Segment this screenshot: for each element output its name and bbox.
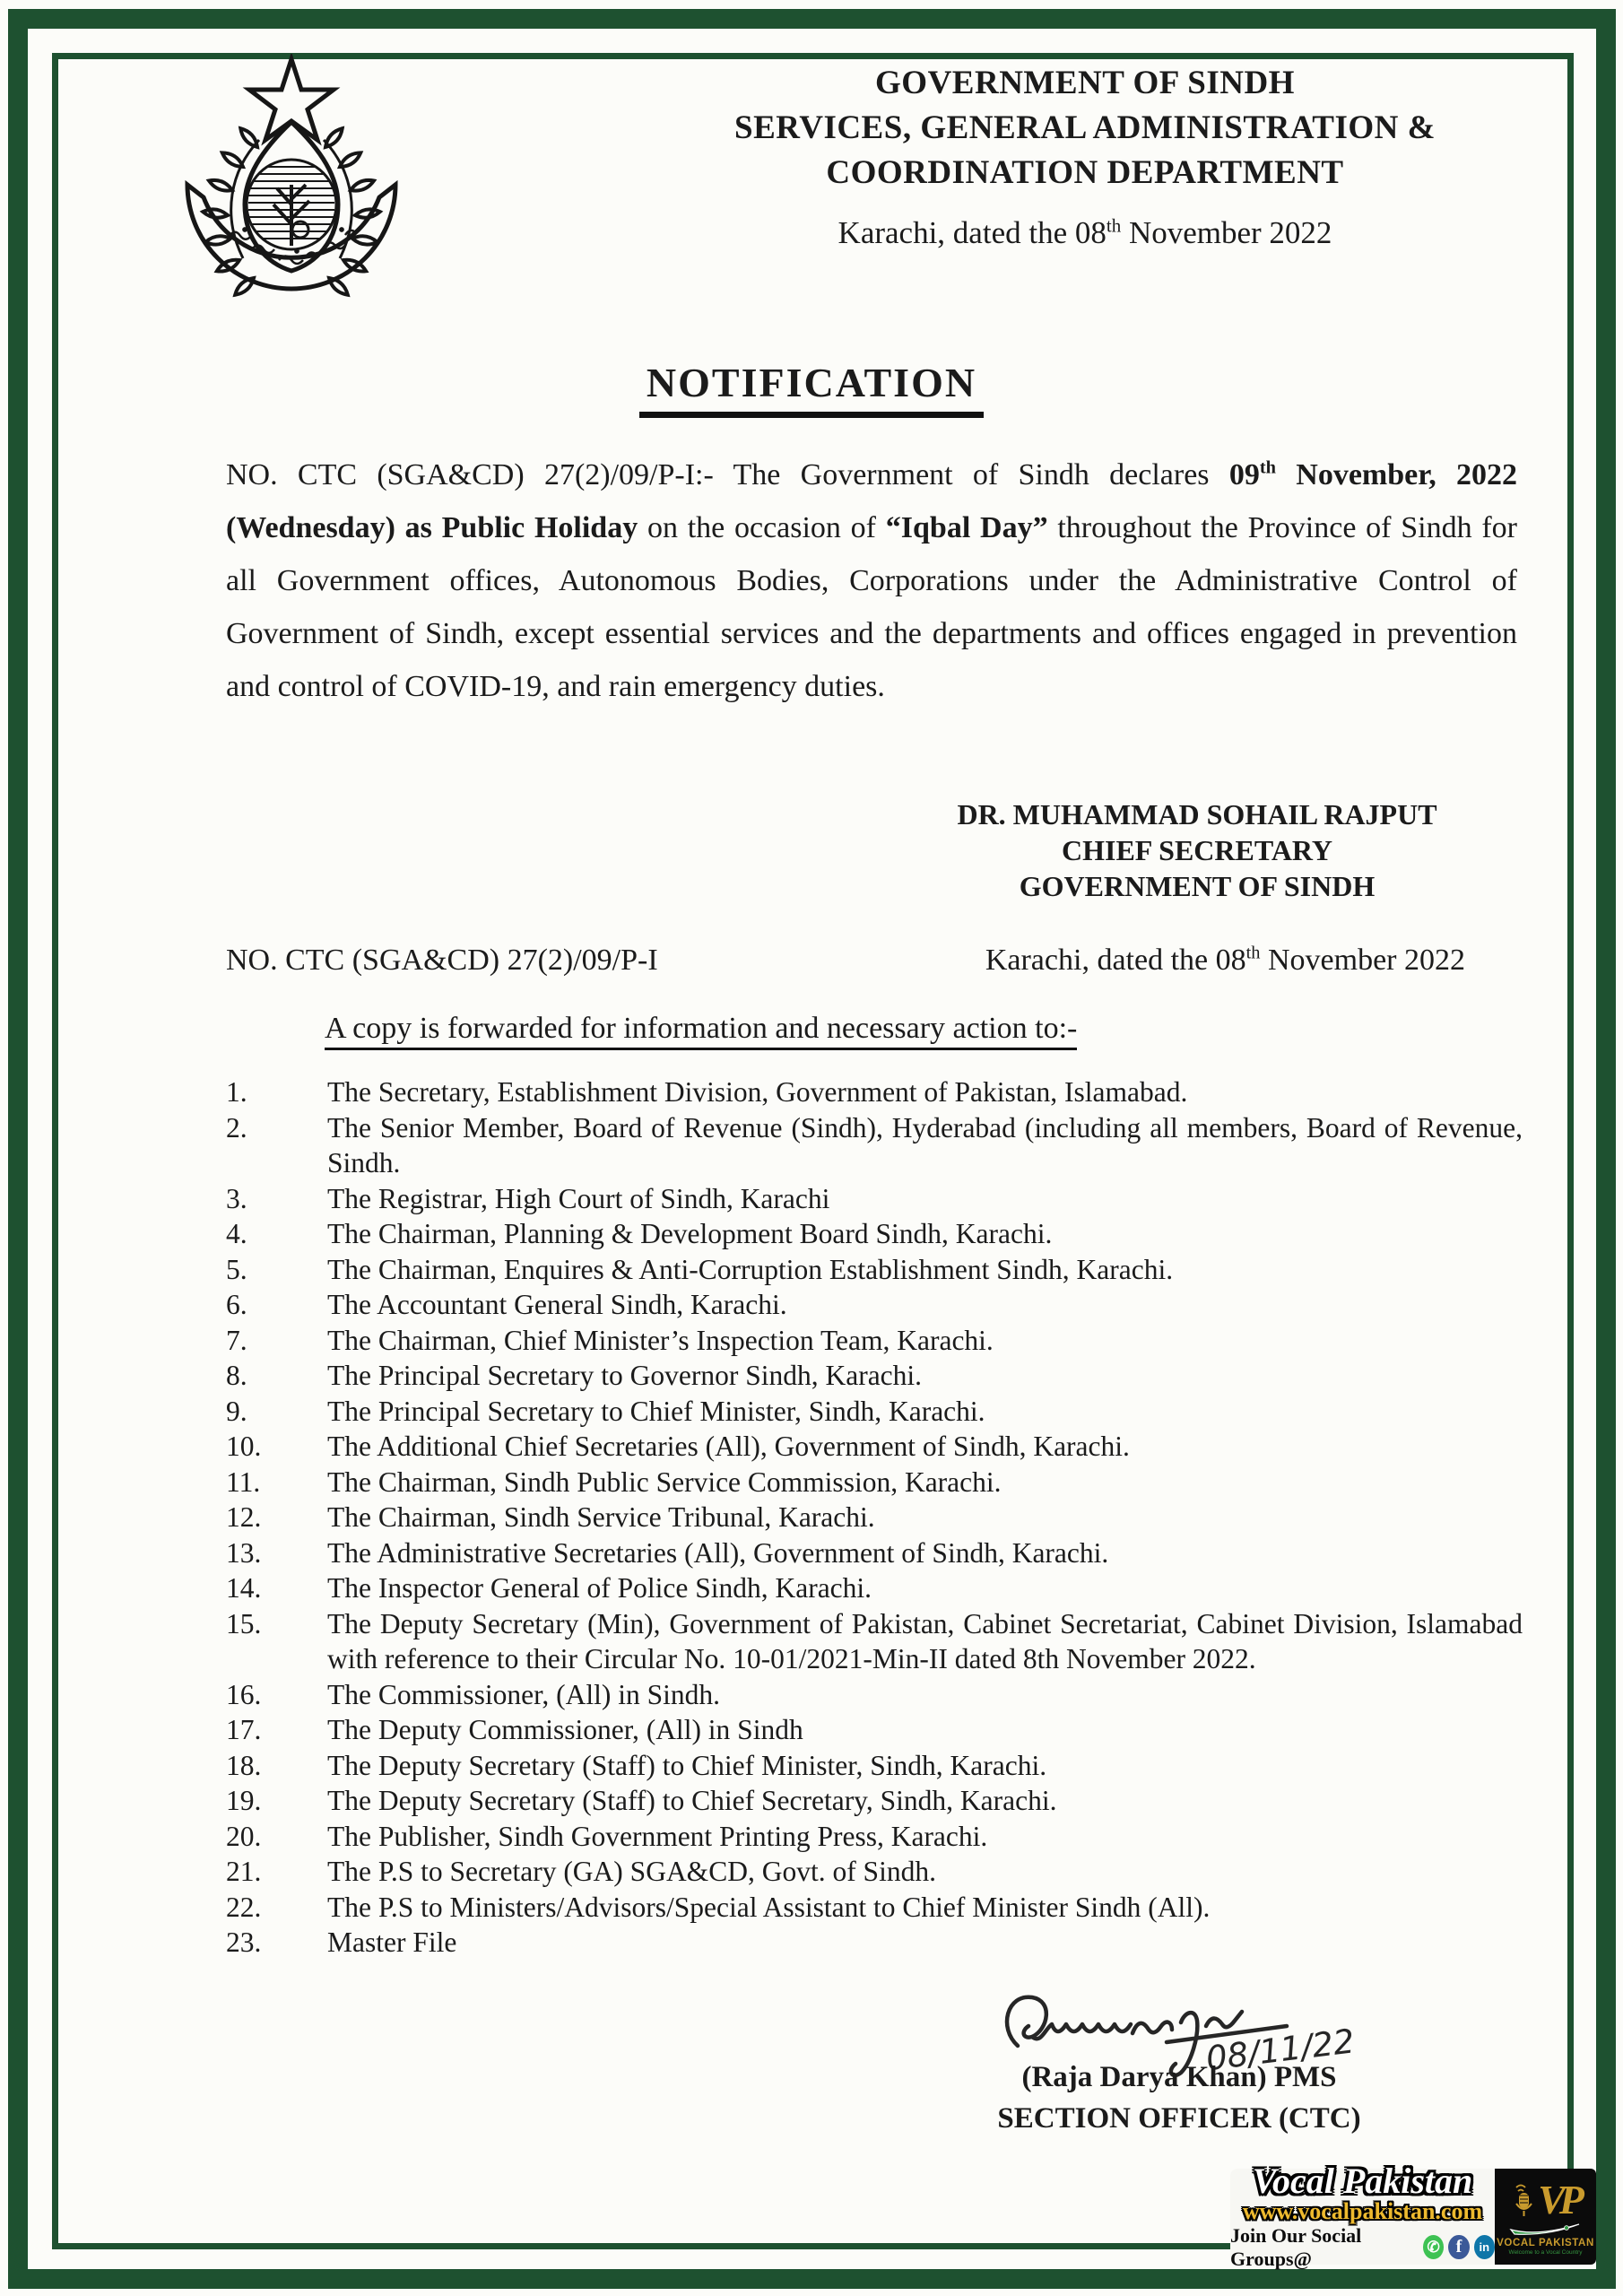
recipient-number: 8. bbox=[226, 1360, 247, 1391]
vocal-pakistan-logo bbox=[1495, 2169, 1596, 2265]
recipient-row bbox=[226, 1925, 1523, 1961]
recipient-text: The Chairman, Enquires & Anti-Corruption Establishment Sindh, Karachi. bbox=[327, 1253, 1174, 1285]
recipient-number: 2. bbox=[226, 1111, 247, 1144]
section-officer-block bbox=[968, 2057, 1390, 2139]
letterhead-line2: SERVICES, GENERAL ADMINISTRATION & bbox=[734, 109, 1436, 146]
letterhead-line3: COORDINATION DEPARTMENT bbox=[826, 154, 1344, 191]
recipient-number: 20. bbox=[226, 1820, 262, 1852]
signatory-name: DR. MUHAMMAD SOHAIL RAJPUT bbox=[957, 798, 1437, 831]
watermark-panel bbox=[1230, 2160, 1495, 2270]
recipient-row bbox=[226, 1854, 1523, 1890]
reference-line bbox=[226, 944, 1517, 978]
recipient-text: The Chairman, Planning & Development Board Sindh, Karachi. bbox=[327, 1218, 1053, 1249]
recipient-number: 18. bbox=[226, 1749, 262, 1781]
linkedin-icon: in bbox=[1474, 2235, 1495, 2259]
sindh-government-emblem-icon bbox=[166, 54, 417, 314]
recipient-text: The Chairman, Chief Minister’s Inspection Team, Karachi. bbox=[327, 1324, 994, 1356]
recipient-text: Master File bbox=[327, 1926, 457, 1958]
recipient-number: 23. bbox=[226, 1926, 262, 1958]
section-officer-name: (Raja Darya Khan) PMS bbox=[1021, 2061, 1337, 2093]
recipient-row bbox=[226, 1890, 1523, 1926]
vocal-pakistan-watermark bbox=[1230, 2160, 1596, 2270]
recipient-row bbox=[226, 1110, 1523, 1181]
forwarding-line: A copy is forwarded for information and necessary action to:- bbox=[325, 1012, 1077, 1046]
signatory-block bbox=[915, 796, 1480, 904]
recipient-number: 6. bbox=[226, 1289, 247, 1320]
vp-logo-name: VOCAL PAKISTAN bbox=[1497, 2238, 1594, 2248]
recipient-text: The Publisher, Sindh Government Printing Press, Karachi. bbox=[327, 1820, 988, 1852]
department-letterhead bbox=[681, 61, 1488, 196]
letterhead-line1: GOVERNMENT OF SINDH bbox=[875, 65, 1295, 101]
recipient-number: 22. bbox=[226, 1891, 262, 1923]
recipient-text: The P.S to Ministers/Advisors/Special Assistant to Chief Minister Sindh (All). bbox=[327, 1891, 1211, 1923]
recipient-row bbox=[226, 1500, 1523, 1535]
recipient-number: 7. bbox=[226, 1324, 247, 1356]
recipient-number: 3. bbox=[226, 1182, 247, 1214]
recipient-text: The Deputy Secretary (Staff) to Chief Minister, Sindh, Karachi. bbox=[327, 1749, 1047, 1781]
recipient-row bbox=[226, 1748, 1523, 1784]
recipient-row bbox=[226, 1252, 1523, 1288]
signature-date: 08/11/22 bbox=[1203, 2022, 1357, 2079]
recipient-text: The Principal Secretary to Chief Minister, Sindh, Karachi. bbox=[327, 1395, 985, 1427]
flag-swoosh-icon bbox=[1509, 2222, 1583, 2236]
recipient-row bbox=[226, 1465, 1523, 1500]
issue-date-line: Karachi, dated the 08th November 2022 bbox=[838, 214, 1332, 250]
microphone-icon bbox=[1513, 2182, 1536, 2218]
recipient-text: The Commissioner, (All) in Sindh. bbox=[327, 1678, 720, 1710]
recipient-number: 16. bbox=[226, 1678, 262, 1710]
notification-title: NOTIFICATION bbox=[639, 359, 984, 418]
recipient-text: The Accountant General Sindh, Karachi. bbox=[327, 1289, 787, 1320]
watermark-url-text: www.vocalpakistan.com bbox=[1242, 2197, 1483, 2224]
whatsapp-icon: ✆ bbox=[1423, 2235, 1444, 2259]
recipient-text: The Inspector General of Police Sindh, Karachi. bbox=[327, 1572, 872, 1604]
reference-date: Karachi, dated the 08th November 2022 bbox=[985, 943, 1465, 977]
recipient-row bbox=[226, 1074, 1523, 1110]
recipient-number: 1. bbox=[226, 1076, 247, 1108]
recipient-row bbox=[226, 1606, 1523, 1677]
recipient-number: 21. bbox=[226, 1856, 262, 1887]
recipient-number: 14. bbox=[226, 1572, 262, 1604]
recipient-text: The Deputy Secretary (Min), Government of Pakistan, Cabinet Secretariat, Cabinet Division, Islamabad with reference to their Circular No. 10-01/2021-Min-II dated 8th November 2022. bbox=[327, 1607, 1523, 1674]
recipient-number: 15. bbox=[226, 1607, 262, 1639]
recipient-number: 17. bbox=[226, 1714, 262, 1745]
recipient-text: The Deputy Secretary (Staff) to Chief Secretary, Sindh, Karachi. bbox=[327, 1785, 1057, 1816]
recipient-text: The Secretary, Establishment Division, Government of Pakistan, Islamabad. bbox=[327, 1076, 1188, 1108]
recipient-number: 12. bbox=[226, 1501, 262, 1533]
recipient-row bbox=[226, 1783, 1523, 1819]
recipient-row bbox=[226, 1677, 1523, 1713]
notification-body-paragraph: NO. CTC (SGA&CD) 27(2)/09/P-I:- The Government of Sindh declares 09th November, 2022 (Wednesday) as Public Holiday on the occasion of “Iqbal Day” throughout the Province of Sindh for all Government offices, Autonomous Bodies, Corporations under the Administrative Control of Government of Sindh, except essential services and the departments and offices engaged in prevention and control of COVID-19, and rain emergency duties. bbox=[226, 457, 1517, 703]
recipient-text: The P.S to Secretary (GA) SGA&CD, Govt. of Sindh. bbox=[327, 1856, 936, 1887]
recipient-row bbox=[226, 1819, 1523, 1855]
recipient-number: 19. bbox=[226, 1785, 262, 1816]
watermark-brand-text: Vocal Pakistan bbox=[1252, 2160, 1473, 2201]
signatory-title: CHIEF SECRETARY bbox=[1061, 834, 1333, 866]
recipient-text: The Principal Secretary to Governor Sindh, Karachi. bbox=[327, 1360, 923, 1391]
reference-number: NO. CTC (SGA&CD) 27(2)/09/P-I bbox=[226, 944, 658, 977]
recipient-row bbox=[226, 1323, 1523, 1359]
recipient-row bbox=[226, 1570, 1523, 1606]
recipient-row bbox=[226, 1287, 1523, 1323]
watermark-social-row bbox=[1230, 2224, 1495, 2271]
recipient-row bbox=[226, 1358, 1523, 1394]
recipient-text: The Additional Chief Secretaries (All), Government of Sindh, Karachi. bbox=[327, 1431, 1130, 1462]
recipient-row bbox=[226, 1535, 1523, 1571]
recipient-number: 4. bbox=[226, 1218, 247, 1249]
recipient-text: The Chairman, Sindh Public Service Commission, Karachi. bbox=[327, 1465, 1002, 1498]
recipient-text: The Registrar, High Court of Sindh, Karachi bbox=[327, 1182, 830, 1214]
recipient-row bbox=[226, 1181, 1523, 1217]
recipients-list bbox=[226, 1074, 1523, 1961]
recipient-text: The Senior Member, Board of Revenue (Sindh), Hyderabad (including all members, Board of Revenue, Sindh. bbox=[327, 1111, 1523, 1178]
recipient-number: 5. bbox=[226, 1253, 247, 1285]
watermark-social-text: Join Our Social Groups@ bbox=[1230, 2223, 1362, 2270]
recipient-number: 10. bbox=[226, 1431, 262, 1462]
recipient-row bbox=[226, 1712, 1523, 1748]
recipient-row bbox=[226, 1216, 1523, 1252]
recipient-number: 13. bbox=[226, 1536, 262, 1569]
vp-logo-tagline: Welcome to a Vocal Country bbox=[1508, 2249, 1583, 2256]
section-officer-title: SECTION OFFICER (CTC) bbox=[997, 2102, 1361, 2135]
recipient-row bbox=[226, 1394, 1523, 1430]
vp-monogram: VP bbox=[1538, 2177, 1578, 2222]
recipient-text: The Chairman, Sindh Service Tribunal, Karachi. bbox=[327, 1501, 875, 1533]
signatory-org: GOVERNMENT OF SINDH bbox=[1019, 870, 1376, 902]
facebook-icon: f bbox=[1448, 2235, 1469, 2259]
recipient-number: 9. bbox=[226, 1395, 247, 1427]
recipient-row bbox=[226, 1429, 1523, 1465]
recipient-number: 11. bbox=[226, 1465, 261, 1498]
recipient-text: The Deputy Commissioner, (All) in Sindh bbox=[327, 1714, 803, 1745]
recipient-text: The Administrative Secretaries (All), Government of Sindh, Karachi. bbox=[327, 1536, 1109, 1569]
